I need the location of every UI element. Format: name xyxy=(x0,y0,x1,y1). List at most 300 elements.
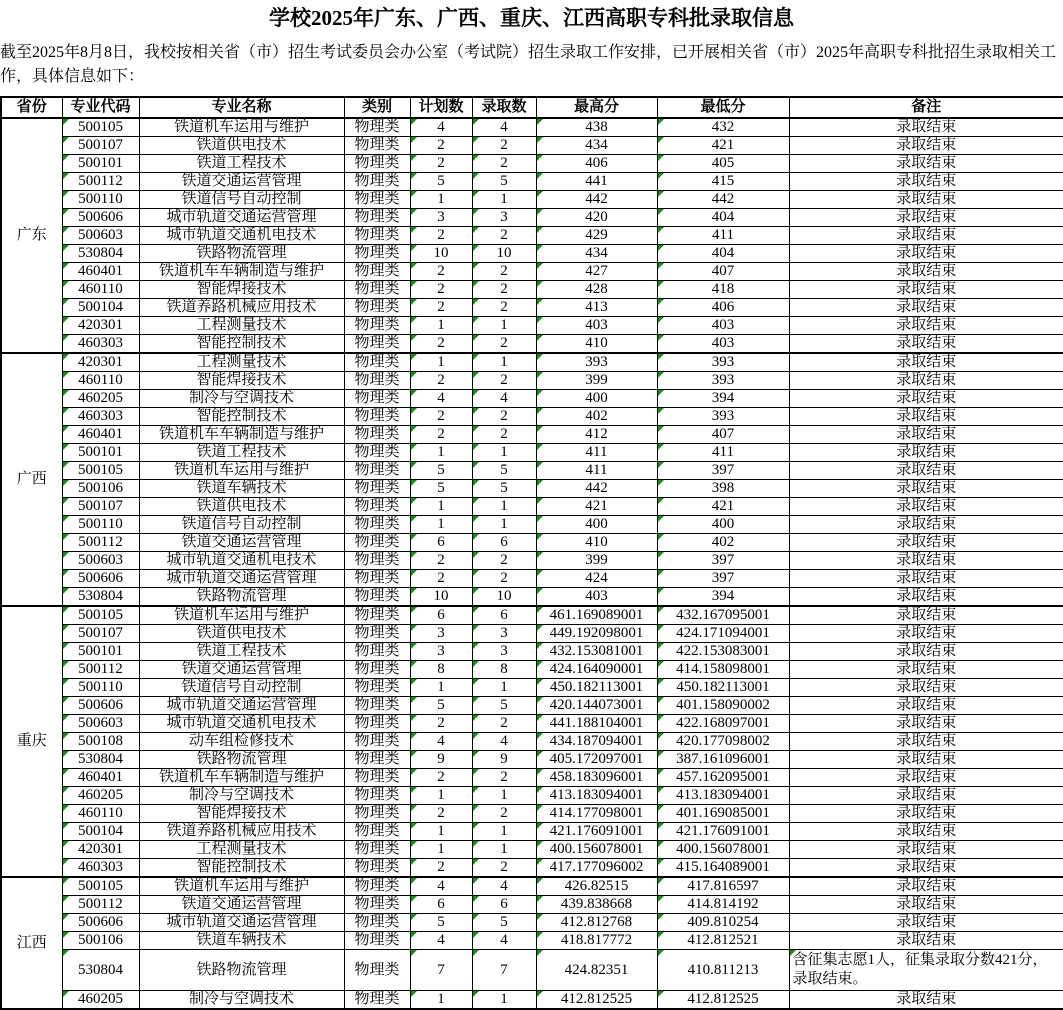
major-name-cell: 铁道信号自动控制 xyxy=(139,679,344,697)
major-code-cell: 460205 xyxy=(62,787,139,805)
table-row xyxy=(1,950,1063,991)
plan-count-cell: 2 xyxy=(410,155,472,173)
plan-count-cell: 2 xyxy=(410,426,472,444)
max-score-cell: 424.164090001 xyxy=(536,661,657,679)
plan-count-cell: 4 xyxy=(410,390,472,408)
major-code-cell: 530804 xyxy=(62,588,139,607)
major-code-cell: 500104 xyxy=(62,823,139,841)
remark-cell: 录取结束 xyxy=(789,390,1063,408)
major-code-cell: 460401 xyxy=(62,769,139,787)
major-name-cell: 铁道养路机械应用技术 xyxy=(139,299,344,317)
admitted-count-cell: 1 xyxy=(472,498,536,516)
table-row xyxy=(1,625,1063,643)
major-name-cell: 智能控制技术 xyxy=(139,408,344,426)
major-code-cell: 500112 xyxy=(62,173,139,191)
max-score-cell: 403 xyxy=(536,588,657,607)
table-row xyxy=(1,534,1063,552)
major-code-cell: 500107 xyxy=(62,498,139,516)
min-score-cell: 450.182113001 xyxy=(657,679,789,697)
plan-count-cell: 5 xyxy=(410,697,472,715)
major-code-cell: 500112 xyxy=(62,661,139,679)
major-name-cell: 铁道交通运营管理 xyxy=(139,173,344,191)
plan-count-cell: 1 xyxy=(410,787,472,805)
min-score-cell: 393 xyxy=(657,353,789,372)
plan-count-cell: 7 xyxy=(410,950,472,991)
major-name-cell: 铁道机车车辆制造与维护 xyxy=(139,263,344,281)
plan-count-cell: 10 xyxy=(410,245,472,263)
max-score-cell: 420 xyxy=(536,209,657,227)
major-code-cell: 500606 xyxy=(62,570,139,588)
max-score-cell: 400 xyxy=(536,516,657,534)
max-score-cell: 402 xyxy=(536,408,657,426)
admitted-count-cell: 2 xyxy=(472,552,536,570)
min-score-cell: 442 xyxy=(657,191,789,209)
admitted-count-cell: 4 xyxy=(472,932,536,950)
plan-count-cell: 2 xyxy=(410,372,472,390)
major-name-cell: 城市轨道交通机电技术 xyxy=(139,552,344,570)
remark-cell: 录取结束 xyxy=(789,932,1063,950)
admitted-count-cell: 6 xyxy=(472,534,536,552)
min-score-cell: 415 xyxy=(657,173,789,191)
admitted-count-cell: 5 xyxy=(472,173,536,191)
major-code-cell: 500105 xyxy=(62,118,139,137)
table-row xyxy=(1,661,1063,679)
category-cell: 物理类 xyxy=(344,751,410,769)
plan-count-cell: 2 xyxy=(410,715,472,733)
max-score-cell: 421 xyxy=(536,498,657,516)
header-remark: 备注 xyxy=(789,97,1063,118)
category-cell: 物理类 xyxy=(344,661,410,679)
remark-cell: 录取结束 xyxy=(789,516,1063,534)
category-cell: 物理类 xyxy=(344,372,410,390)
category-cell: 物理类 xyxy=(344,516,410,534)
table-row xyxy=(1,390,1063,408)
major-name-cell: 铁路物流管理 xyxy=(139,751,344,769)
max-score-cell: 427 xyxy=(536,263,657,281)
max-score-cell: 412.812525 xyxy=(536,991,657,1010)
max-score-cell: 400 xyxy=(536,390,657,408)
remark-cell: 录取结束 xyxy=(789,606,1063,625)
major-name-cell: 铁道机车车辆制造与维护 xyxy=(139,426,344,444)
province-section xyxy=(1,606,1063,877)
min-score-cell: 403 xyxy=(657,335,789,354)
plan-count-cell: 3 xyxy=(410,209,472,227)
province-cell: 江西 xyxy=(1,877,62,1009)
category-cell: 物理类 xyxy=(344,444,410,462)
remark-cell: 含征集志愿1人，征集录取分数421分，录取结束。 xyxy=(789,950,1063,991)
min-score-cell: 397 xyxy=(657,462,789,480)
category-cell: 物理类 xyxy=(344,823,410,841)
admitted-count-cell: 2 xyxy=(472,155,536,173)
plan-count-cell: 2 xyxy=(410,552,472,570)
major-code-cell: 460205 xyxy=(62,390,139,408)
category-cell: 物理类 xyxy=(344,932,410,950)
table-row xyxy=(1,299,1063,317)
min-score-cell: 411 xyxy=(657,444,789,462)
plan-count-cell: 2 xyxy=(410,263,472,281)
min-score-cell: 414.158098001 xyxy=(657,661,789,679)
major-name-cell: 铁道机车车辆制造与维护 xyxy=(139,769,344,787)
table-row xyxy=(1,877,1063,896)
min-score-cell: 432 xyxy=(657,118,789,137)
admitted-count-cell: 2 xyxy=(472,263,536,281)
major-name-cell: 城市轨道交通运营管理 xyxy=(139,697,344,715)
plan-count-cell: 5 xyxy=(410,914,472,932)
table-row xyxy=(1,914,1063,932)
major-code-cell: 500110 xyxy=(62,679,139,697)
category-cell: 物理类 xyxy=(344,118,410,137)
major-code-cell: 460303 xyxy=(62,408,139,426)
remark-cell: 录取结束 xyxy=(789,877,1063,896)
remark-cell: 录取结束 xyxy=(789,805,1063,823)
plan-count-cell: 1 xyxy=(410,353,472,372)
major-name-cell: 智能控制技术 xyxy=(139,335,344,354)
table-row xyxy=(1,227,1063,245)
plan-count-cell: 1 xyxy=(410,679,472,697)
major-code-cell: 460401 xyxy=(62,263,139,281)
admitted-count-cell: 5 xyxy=(472,914,536,932)
admitted-count-cell: 1 xyxy=(472,516,536,534)
plan-count-cell: 5 xyxy=(410,173,472,191)
admitted-count-cell: 10 xyxy=(472,245,536,263)
max-score-cell: 421.176091001 xyxy=(536,823,657,841)
category-cell: 物理类 xyxy=(344,733,410,751)
min-score-cell: 397 xyxy=(657,570,789,588)
min-score-cell: 421.176091001 xyxy=(657,823,789,841)
category-cell: 物理类 xyxy=(344,480,410,498)
min-score-cell: 424.171094001 xyxy=(657,625,789,643)
table-row xyxy=(1,715,1063,733)
plan-count-cell: 1 xyxy=(410,841,472,859)
remark-cell: 录取结束 xyxy=(789,534,1063,552)
major-name-cell: 铁道机车运用与维护 xyxy=(139,606,344,625)
plan-count-cell: 1 xyxy=(410,317,472,335)
major-name-cell: 城市轨道交通运营管理 xyxy=(139,570,344,588)
category-cell: 物理类 xyxy=(344,191,410,209)
plan-count-cell: 6 xyxy=(410,896,472,914)
category-cell: 物理类 xyxy=(344,859,410,878)
admitted-count-cell: 5 xyxy=(472,462,536,480)
table-row xyxy=(1,281,1063,299)
remark-cell: 录取结束 xyxy=(789,137,1063,155)
major-code-cell: 420301 xyxy=(62,841,139,859)
max-score-cell: 406 xyxy=(536,155,657,173)
admitted-count-cell: 4 xyxy=(472,118,536,137)
category-cell: 物理类 xyxy=(344,552,410,570)
table-row xyxy=(1,118,1063,137)
category-cell: 物理类 xyxy=(344,299,410,317)
min-score-cell: 411 xyxy=(657,227,789,245)
plan-count-cell: 2 xyxy=(410,227,472,245)
major-code-cell: 500110 xyxy=(62,516,139,534)
major-name-cell: 铁道养路机械应用技术 xyxy=(139,823,344,841)
max-score-cell: 441.188104001 xyxy=(536,715,657,733)
remark-cell: 录取结束 xyxy=(789,462,1063,480)
major-name-cell: 铁道车辆技术 xyxy=(139,480,344,498)
category-cell: 物理类 xyxy=(344,227,410,245)
province-section xyxy=(1,877,1063,1009)
admitted-count-cell: 2 xyxy=(472,281,536,299)
admitted-count-cell: 2 xyxy=(472,805,536,823)
category-cell: 物理类 xyxy=(344,408,410,426)
max-score-cell: 426.82515 xyxy=(536,877,657,896)
min-score-cell: 409.810254 xyxy=(657,914,789,932)
province-cell: 广西 xyxy=(1,353,62,606)
category-cell: 物理类 xyxy=(344,498,410,516)
major-name-cell: 智能控制技术 xyxy=(139,859,344,878)
max-score-cell: 432.153081001 xyxy=(536,643,657,661)
category-cell: 物理类 xyxy=(344,353,410,372)
max-score-cell: 414.177098001 xyxy=(536,805,657,823)
min-score-cell: 412.812521 xyxy=(657,932,789,950)
plan-count-cell: 2 xyxy=(410,769,472,787)
min-score-cell: 407 xyxy=(657,426,789,444)
major-code-cell: 500106 xyxy=(62,932,139,950)
max-score-cell: 461.169089001 xyxy=(536,606,657,625)
admitted-count-cell: 2 xyxy=(472,335,536,354)
plan-count-cell: 2 xyxy=(410,805,472,823)
admitted-count-cell: 1 xyxy=(472,823,536,841)
major-name-cell: 动车组检修技术 xyxy=(139,733,344,751)
min-score-cell: 387.161096001 xyxy=(657,751,789,769)
major-code-cell: 530804 xyxy=(62,245,139,263)
major-name-cell: 城市轨道交通运营管理 xyxy=(139,209,344,227)
remark-cell: 录取结束 xyxy=(789,118,1063,137)
plan-count-cell: 1 xyxy=(410,444,472,462)
category-cell: 物理类 xyxy=(344,606,410,625)
major-code-cell: 420301 xyxy=(62,317,139,335)
max-score-cell: 458.183096001 xyxy=(536,769,657,787)
major-name-cell: 智能焊接技术 xyxy=(139,805,344,823)
table-row xyxy=(1,751,1063,769)
min-score-cell: 397 xyxy=(657,552,789,570)
major-name-cell: 铁道工程技术 xyxy=(139,155,344,173)
max-score-cell: 411 xyxy=(536,462,657,480)
remark-cell: 录取结束 xyxy=(789,408,1063,426)
major-code-cell: 500105 xyxy=(62,462,139,480)
plan-count-cell: 2 xyxy=(410,299,472,317)
major-code-cell: 500110 xyxy=(62,191,139,209)
remark-cell: 录取结束 xyxy=(789,787,1063,805)
remark-cell: 录取结束 xyxy=(789,991,1063,1010)
table-row xyxy=(1,498,1063,516)
max-score-cell: 428 xyxy=(536,281,657,299)
table-row xyxy=(1,408,1063,426)
remark-cell: 录取结束 xyxy=(789,426,1063,444)
category-cell: 物理类 xyxy=(344,841,410,859)
min-score-cell: 406 xyxy=(657,299,789,317)
plan-count-cell: 10 xyxy=(410,588,472,607)
admitted-count-cell: 2 xyxy=(472,372,536,390)
category-cell: 物理类 xyxy=(344,588,410,607)
plan-count-cell: 3 xyxy=(410,643,472,661)
min-score-cell: 407 xyxy=(657,263,789,281)
plan-count-cell: 8 xyxy=(410,661,472,679)
remark-cell: 录取结束 xyxy=(789,209,1063,227)
major-name-cell: 铁道机车运用与维护 xyxy=(139,118,344,137)
table-row xyxy=(1,173,1063,191)
table-row xyxy=(1,209,1063,227)
admitted-count-cell: 1 xyxy=(472,191,536,209)
table-row xyxy=(1,588,1063,607)
min-score-cell: 422.153083001 xyxy=(657,643,789,661)
min-score-cell: 417.816597 xyxy=(657,877,789,896)
admitted-count-cell: 2 xyxy=(472,859,536,878)
remark-cell: 录取结束 xyxy=(789,570,1063,588)
remark-cell: 录取结束 xyxy=(789,173,1063,191)
table-row xyxy=(1,805,1063,823)
header-province: 省份 xyxy=(1,97,62,118)
major-code-cell: 500108 xyxy=(62,733,139,751)
admitted-count-cell: 2 xyxy=(472,426,536,444)
category-cell: 物理类 xyxy=(344,715,410,733)
table-row xyxy=(1,769,1063,787)
major-name-cell: 智能焊接技术 xyxy=(139,372,344,390)
plan-count-cell: 1 xyxy=(410,823,472,841)
plan-count-cell: 2 xyxy=(410,335,472,354)
major-name-cell: 制冷与空调技术 xyxy=(139,991,344,1010)
major-code-cell: 500105 xyxy=(62,877,139,896)
major-code-cell: 500606 xyxy=(62,209,139,227)
min-score-cell: 415.164089001 xyxy=(657,859,789,878)
major-code-cell: 500104 xyxy=(62,299,139,317)
major-code-cell: 500603 xyxy=(62,227,139,245)
min-score-cell: 404 xyxy=(657,209,789,227)
admitted-count-cell: 6 xyxy=(472,896,536,914)
min-score-cell: 410.811213 xyxy=(657,950,789,991)
category-cell: 物理类 xyxy=(344,462,410,480)
table-row xyxy=(1,444,1063,462)
plan-count-cell: 2 xyxy=(410,859,472,878)
table-row xyxy=(1,353,1063,372)
major-code-cell: 500603 xyxy=(62,715,139,733)
max-score-cell: 410 xyxy=(536,335,657,354)
admitted-count-cell: 2 xyxy=(472,227,536,245)
remark-cell: 录取结束 xyxy=(789,281,1063,299)
max-score-cell: 412 xyxy=(536,426,657,444)
max-score-cell: 442 xyxy=(536,191,657,209)
major-name-cell: 制冷与空调技术 xyxy=(139,787,344,805)
max-score-cell: 450.182113001 xyxy=(536,679,657,697)
category-cell: 物理类 xyxy=(344,390,410,408)
admitted-count-cell: 1 xyxy=(472,787,536,805)
category-cell: 物理类 xyxy=(344,769,410,787)
min-score-cell: 405 xyxy=(657,155,789,173)
province-section xyxy=(1,353,1063,606)
max-score-cell: 424 xyxy=(536,570,657,588)
admitted-count-cell: 2 xyxy=(472,769,536,787)
major-name-cell: 铁道交通运营管理 xyxy=(139,896,344,914)
major-name-cell: 铁道交通运营管理 xyxy=(139,661,344,679)
table-row xyxy=(1,991,1063,1010)
max-score-cell: 434 xyxy=(536,245,657,263)
max-score-cell: 417.177096002 xyxy=(536,859,657,878)
max-score-cell: 403 xyxy=(536,317,657,335)
table-row xyxy=(1,462,1063,480)
major-code-cell: 460110 xyxy=(62,372,139,390)
admitted-count-cell: 2 xyxy=(472,715,536,733)
remark-cell: 录取结束 xyxy=(789,643,1063,661)
admitted-count-cell: 6 xyxy=(472,606,536,625)
max-score-cell: 420.144073001 xyxy=(536,697,657,715)
table-row xyxy=(1,841,1063,859)
page-title: 学校2025年广东、广西、重庆、江西高职专科批录取信息 xyxy=(269,6,794,30)
table-row xyxy=(1,697,1063,715)
table-row xyxy=(1,155,1063,173)
min-score-cell: 402 xyxy=(657,534,789,552)
remark-cell: 录取结束 xyxy=(789,823,1063,841)
major-name-cell: 工程测量技术 xyxy=(139,317,344,335)
max-score-cell: 441 xyxy=(536,173,657,191)
major-code-cell: 500105 xyxy=(62,606,139,625)
remark-cell: 录取结束 xyxy=(789,317,1063,335)
plan-count-cell: 5 xyxy=(410,462,472,480)
min-score-cell: 400 xyxy=(657,516,789,534)
major-name-cell: 铁路物流管理 xyxy=(139,950,344,991)
table-row xyxy=(1,372,1063,390)
category-cell: 物理类 xyxy=(344,877,410,896)
major-name-cell: 铁道机车运用与维护 xyxy=(139,877,344,896)
header-min-score: 最低分 xyxy=(657,97,789,118)
province-cell: 广东 xyxy=(1,118,62,353)
table-row xyxy=(1,137,1063,155)
min-score-cell: 418 xyxy=(657,281,789,299)
remark-cell: 录取结束 xyxy=(789,155,1063,173)
max-score-cell: 413 xyxy=(536,299,657,317)
major-code-cell: 420301 xyxy=(62,353,139,372)
plan-count-cell: 4 xyxy=(410,932,472,950)
remark-cell: 录取结束 xyxy=(789,245,1063,263)
major-code-cell: 460401 xyxy=(62,426,139,444)
table-header xyxy=(1,97,1063,118)
table-row xyxy=(1,606,1063,625)
major-name-cell: 工程测量技术 xyxy=(139,353,344,372)
major-code-cell: 460205 xyxy=(62,991,139,1010)
major-name-cell: 铁道信号自动控制 xyxy=(139,516,344,534)
remark-cell: 录取结束 xyxy=(789,661,1063,679)
major-name-cell: 铁道交通运营管理 xyxy=(139,534,344,552)
major-code-cell: 530804 xyxy=(62,751,139,769)
table-row xyxy=(1,733,1063,751)
max-score-cell: 411 xyxy=(536,444,657,462)
admitted-count-cell: 3 xyxy=(472,625,536,643)
min-score-cell: 414.814192 xyxy=(657,896,789,914)
remark-cell: 录取结束 xyxy=(789,263,1063,281)
major-code-cell: 460110 xyxy=(62,281,139,299)
major-code-cell: 460303 xyxy=(62,335,139,354)
major-code-cell: 530804 xyxy=(62,950,139,991)
max-score-cell: 449.192098001 xyxy=(536,625,657,643)
major-name-cell: 铁道信号自动控制 xyxy=(139,191,344,209)
max-score-cell: 434.187094001 xyxy=(536,733,657,751)
category-cell: 物理类 xyxy=(344,263,410,281)
admitted-count-cell: 3 xyxy=(472,209,536,227)
min-score-cell: 404 xyxy=(657,245,789,263)
plan-count-cell: 1 xyxy=(410,498,472,516)
category-cell: 物理类 xyxy=(344,643,410,661)
major-name-cell: 铁道车辆技术 xyxy=(139,932,344,950)
min-score-cell: 394 xyxy=(657,390,789,408)
max-score-cell: 393 xyxy=(536,353,657,372)
admitted-count-cell: 1 xyxy=(472,317,536,335)
max-score-cell: 434 xyxy=(536,137,657,155)
min-score-cell: 393 xyxy=(657,372,789,390)
category-cell: 物理类 xyxy=(344,950,410,991)
category-cell: 物理类 xyxy=(344,697,410,715)
max-score-cell: 442 xyxy=(536,480,657,498)
max-score-cell: 399 xyxy=(536,552,657,570)
admitted-count-cell: 5 xyxy=(472,697,536,715)
